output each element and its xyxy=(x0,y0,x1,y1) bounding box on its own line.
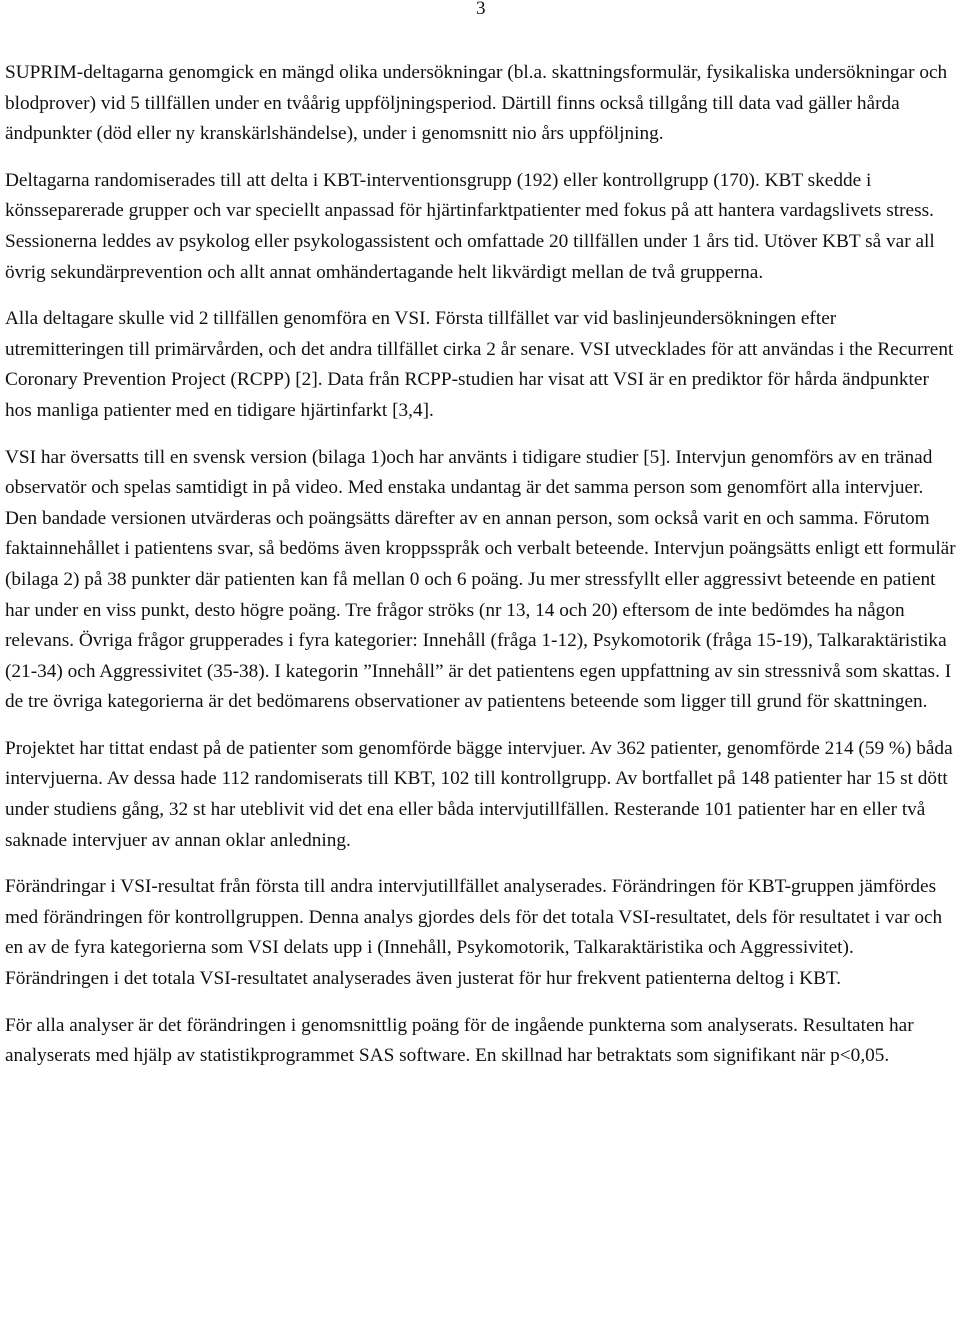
paragraph-vsi-overview: Alla deltagare skulle vid 2 tillfällen genomföra en VSI. Första tillfället var vid baslinjeundersökningen efter utremitteringen till primärvården, och det andra tillfället cirka 2 år senare. VSI utvecklades för att användas i the Recurrent Coronary Prevention Project (RCPP) [2]. Data från RCPP-studien har visat att VSI är en prediktor för hårda ändpunkter hos manliga patienter med en tidigare hjärtinfarkt [3,4]. xyxy=(5,308,954,421)
paragraph-study-examinations: SUPRIM-deltagarna genomgick en mängd olika undersökningar (bl.a. skattningsformulär, fysikaliska undersökningar och blodprover) vid 5 tillfällen under en tvåårig uppföljningsperiod. Därtill finns också tillgång till data vad gäller hårda ändpunkter (död eller ny kranskärlshändelse), under i genomsnitt nio års uppföljning. xyxy=(5,62,948,145)
paragraph-randomization: Deltagarna randomiserades till att delta i KBT-interventionsgrupp (192) eller kontrollgrupp (170). KBT skedde i könsseparerade grupper och var speciellt anpassad för hjärtinfarktpatienter med fokus på att hantera vardagslivets stress. Sessionerna leddes av psykolog eller psykologassistent och omfattade 20 tillfällen under 1 års tid. Utöver KBT så var all övrig sekundärprevention och allt annat omhändertagande helt likvärdigt mellan de två grupperna. xyxy=(5,169,935,283)
paragraph-statistics: För alla analyser är det förändringen i genomsnittlig poäng för de ingående punkterna som analyserats. Resultaten har analyserats med hjälp av statistikprogrammet SAS software. En skillnad har betraktats som signifikant när p<0,05. xyxy=(5,1014,914,1067)
paragraph-analysis: Förändringar i VSI-resultat från första till andra intervjutillfället analyserades. Förändringen för KBT-gruppen jämfördes med förändringen för kontrollgruppen. Denna analys gjordes dels för det totala VSI-resultatet, dels för resultatet i var och en av de fyra kategorierna som VSI delats upp i (Innehåll, Psykomotorik, Talkaraktäristika och Aggressivitet). Förändringen i det totala VSI-resultatet analyserades även justerat för hur frekvent patienterna deltog i KBT. xyxy=(5,876,943,990)
page-number: 3 xyxy=(476,0,486,19)
paragraph-participants: Projektet har tittat endast på de patienter som genomförde bägge intervjuer. Av 362 patienter, genomförde 214 (59 %) båda intervjuerna. Av dessa hade 112 randomiserats till KBT, 102 till kontrollgrupp. Av bortfallet på 148 patienter har 15 st dött under studiens gång, 32 st har uteblivit vid det ena eller båda intervjutillfällen. Resterande 101 patienter har en eller två saknade intervjuer av annan oklar anledning. xyxy=(5,737,953,851)
paragraph-vsi-method: VSI har översatts till en svensk version (bilaga 1)och har använts i tidigare studier [5]. Intervjun genomförs av en tränad observatör och spelas samtidigt in på video. Med enstaka undantag är det samma person som genomfört alla intervjuer. Den bandade versionen utvärderas och poängsätts därefter av en annan person, som också varit en och samma. Förutom faktainnehållet i patientens svar, så bedöms även kroppsspråk och verbalt beteende. Intervjun poängsätts enligt ett formulär (bilaga 2) på 38 punkter där patienten kan få mellan 0 och 6 poäng. Ju mer stressfyllt eller aggressivt beteende en patient har under en viss punkt, desto högre poäng. Tre frågor ströks (nr 13, 14 och 20) eftersom de inte bedömdes ha någon relevans. Övriga frågor grupperades i fyra kategorier: Innehåll (fråga 1-12), Psykomotorik (fråga 15-19), Talkaraktäristika (21-34) och Aggressivitet (35-38). I kategorin ”Innehåll” är det patientens egen uppfattning av sin stressnivå som skattas. I de tre övriga kategorierna är det bedömarens observationer av patientens beteende som ligger till grund för skattningen. xyxy=(5,446,956,713)
